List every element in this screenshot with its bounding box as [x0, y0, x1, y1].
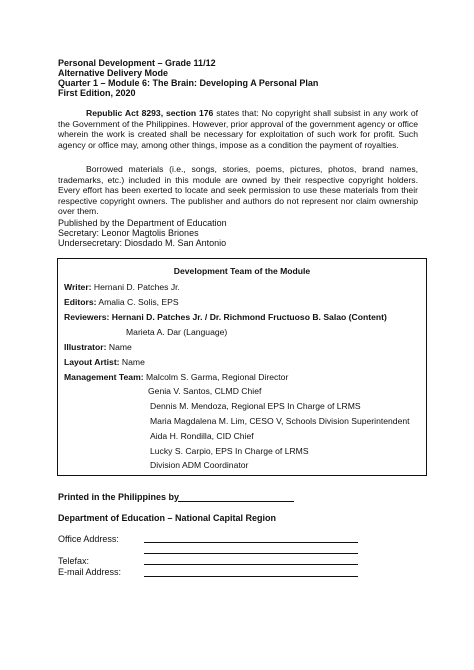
telefax-label: Telefax:: [58, 556, 90, 566]
management-row: [64, 372, 288, 382]
office-address-line-2: [144, 553, 358, 554]
management-label: Management Team:: [64, 372, 144, 382]
team-title: Development Team of the Module: [173, 266, 311, 276]
illustrator-name: Name: [106, 342, 132, 352]
illustrator-row: [64, 342, 132, 352]
management-member: Genia V. Santos, CLMD Chief: [148, 386, 262, 396]
telefax-line: [144, 564, 358, 565]
editors-label: Editors:: [64, 297, 97, 307]
management-member: Division ADM Coordinator: [150, 460, 249, 470]
reviewer-language: Marieta A. Dar (Language): [126, 327, 228, 337]
writer-name: Hernani D. Patches Jr.: [91, 282, 180, 292]
module-title-line3: Quarter 1 – Module 6: The Brain: Developing A Personal Plan: [58, 78, 319, 88]
module-title-line2: Alternative Delivery Mode: [58, 68, 169, 78]
illustrator-label: Illustrator:: [64, 342, 107, 352]
management-member: Dennis M. Mendoza, Regional EPS In Charge of LRMS: [150, 401, 361, 411]
undersecretary-line: Undersecretary: Diosdado M. San Antonio: [58, 238, 227, 248]
borrowed-materials-text: Borrowed materials (i.e., songs, stories, poems, pictures, photos, brand names, trademarks, etc.) included in this module are owned by their respective copyright holders. Every effort has been exerted to locate and seek permission to use these materials from their respective copyright owners. The publisher and authors do not represent nor claim ownership over them.: [58, 164, 418, 217]
module-title-line1: Personal Development – Grade 11/12: [58, 58, 216, 68]
management-member: Maria Magdalena M. Lim, CESO V, Schools Division Superintendent: [150, 416, 410, 426]
office-address-line: [144, 542, 358, 543]
management-member: Aida H. Rondilla, CID Chief: [150, 431, 254, 441]
reviewers-names: Hernani D. Patches Jr. / Dr. Richmond Fructuoso B. Salao (Content): [109, 312, 387, 322]
management-member: Malcolm S. Garma, Regional Director: [145, 372, 289, 382]
deped-region: Department of Education – National Capital Region: [58, 513, 277, 523]
office-address-label: Office Address:: [58, 534, 119, 544]
editors-row: [64, 297, 179, 307]
publisher-line: Published by the Department of Education: [58, 218, 227, 228]
copyright-notice: [58, 108, 418, 150]
printed-by-label: Printed in the Philippines by: [58, 492, 180, 502]
email-line: [144, 576, 358, 577]
writer-row: [64, 282, 180, 292]
management-member: Lucky S. Carpio, EPS In Charge of LRMS: [150, 446, 309, 456]
reviewers-row: [64, 312, 387, 322]
secretary-line: Secretary: Leonor Magtolis Briones: [58, 228, 199, 238]
layout-artist-row: [64, 357, 145, 367]
republic-act-label: Republic Act 8293, section 176: [86, 108, 214, 118]
copyright-text: states that: No copyright shall subsist in any work of the Government of the Philippines. However, prior approval of the government agency or office wherein the work is created shall be necessary for exploitation of such work for profit. Such agency or office may, among other things, impose as a condition the payment of royalties.: [58, 108, 418, 150]
layout-artist-name: Name: [119, 357, 145, 367]
reviewers-label: Reviewers:: [64, 312, 110, 322]
borrowed-materials-notice: [58, 164, 418, 217]
editors-name: Amalia C. Solis, EPS: [96, 297, 179, 307]
layout-artist-label: Layout Artist:: [64, 357, 120, 367]
printed-by-blank: [178, 501, 294, 502]
module-title-line4: First Edition, 2020: [58, 88, 136, 98]
writer-label: Writer:: [64, 282, 92, 292]
email-label: E-mail Address:: [58, 567, 122, 577]
